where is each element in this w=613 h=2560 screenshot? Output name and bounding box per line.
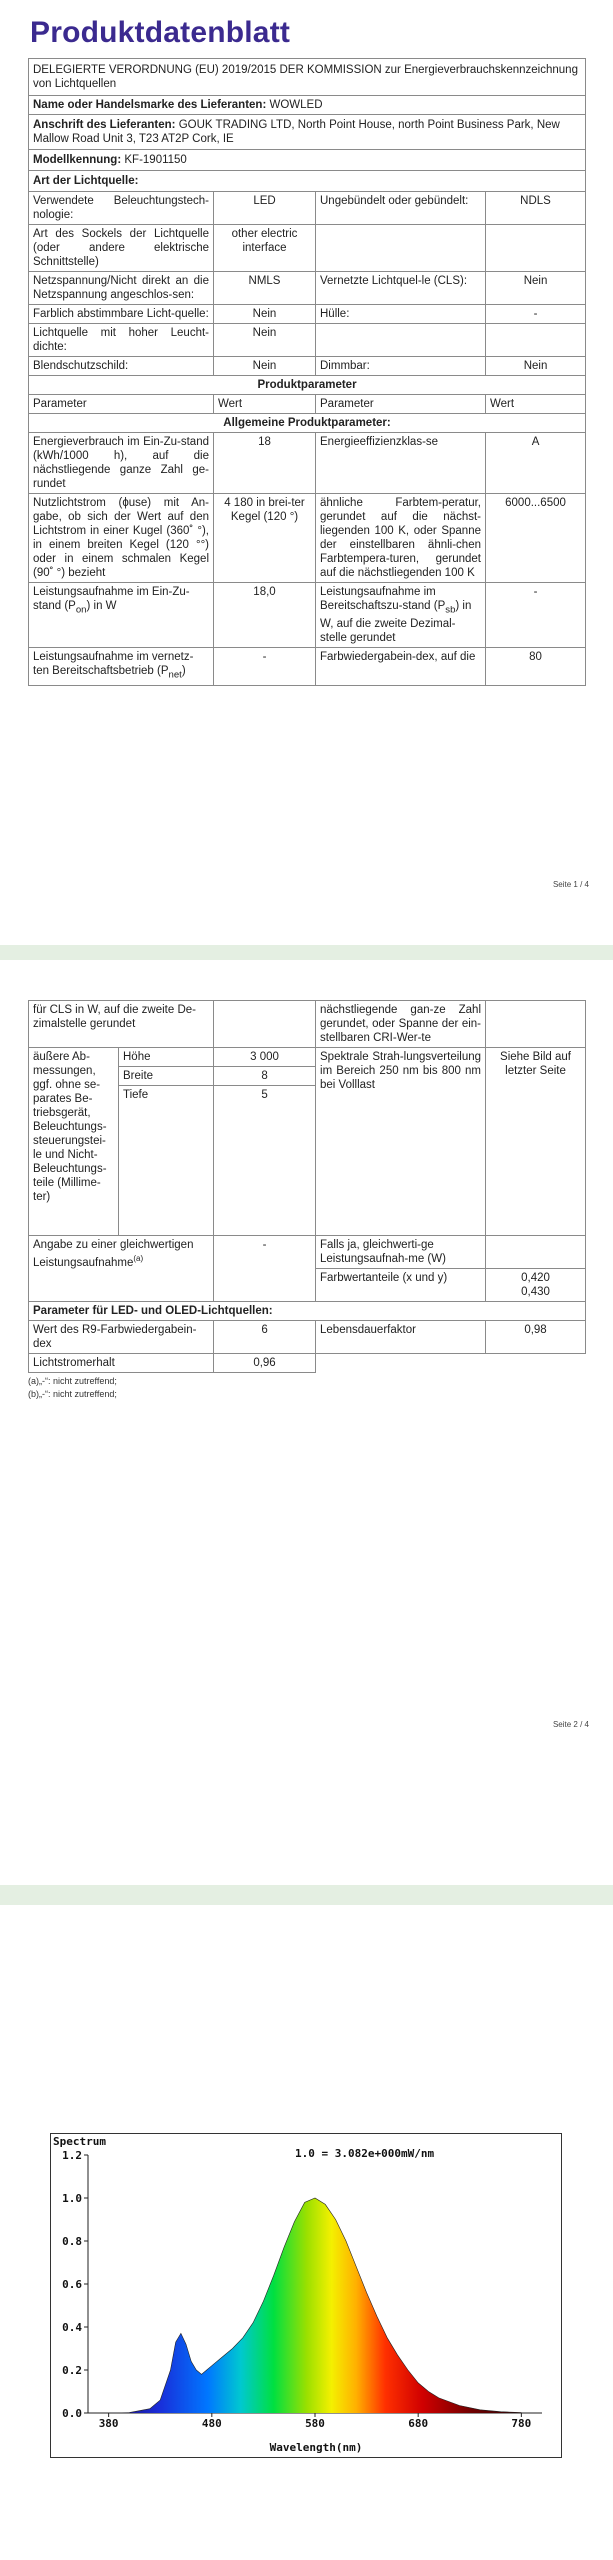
param-row-energy: Energieverbrauch im Ein-Zu-stand (kWh/1000 h), auf die nächstliegende ganze Zahl ge-rundet 18 Energieeffizienzklas-se A xyxy=(29,433,586,494)
supplier-address-row: Anschrift des Lieferanten: GOUK TRADING LTD, North Point House, north Point Business Park, New Mallow Road Unit 3, T23 AT2P Cork, IE xyxy=(29,115,586,150)
page-2 xyxy=(0,960,613,1885)
footnote: (a)„-“: nicht zutreffend; xyxy=(28,1376,117,1386)
params-table-continued: für CLS in W, auf die zweite De-zimalstelle gerundet nächstliegende gan-ze Zahl gerundet, oder Spanne der ein-stellbaren CRI-Wer-te äußere Ab-messungen, ggf. ohne se-parates Be-triebsgerät, Beleuchtungs-steuerungstei-le und Nicht-Beleuchtungs-teile (Millime-ter) Höhe 3 000 Spektrale Strah-lungsverteilung im Bereich 250 nm bis 800 nm bei Volllast Siehe Bild auf letzter Seite Breite 8 Tiefe 5 Angabe zu einer gleichwertigen Leistungsaufnahme$^{(a)}$ - Falls ja, gleichwerti-ge Leistungsaufnah-me (W) Farbwertanteile (x und y) 0,420 0,430 Parameter für LED- und OLED-Lichtquellen: Wert des R9-Farbwiedergabein-dex 6 Lebensdauerfaktor 0,98 Lichtstromerhalt 0,96 (a)„-“: nicht zutreffend; (b)„-“: nicht zutreffend; xyxy=(28,1000,585,1401)
y-tick-label: 0.0 xyxy=(62,2407,82,2420)
info-table xyxy=(28,58,585,686)
y-tick-label: 0.6 xyxy=(62,2278,82,2291)
y-tick-label: 0.4 xyxy=(62,2321,82,2334)
param-row-r9: Wert des R9-Farbwiedergabein-dex 6 Lebensdauerfaktor 0,98 xyxy=(29,1321,586,1354)
led-params-header: Parameter für LED- und OLED-Lichtquellen: xyxy=(29,1302,586,1321)
supplier-address: GOUK TRADING LTD, North Point House, north Point Business Park, New Mallow Road Unit 3, T23 AT2P Cork, IE xyxy=(33,119,560,145)
type-row: Netzspannung/Nicht direkt an die Netzspannung angeschlos-sen: NMLS Vernetzte Lichtquel-le (CLS): Nein xyxy=(29,272,586,305)
page-number: Seite 1 / 4 xyxy=(552,880,589,889)
product-params-header: Produktparameter xyxy=(29,376,586,395)
y-tick-label: 1.2 xyxy=(62,2149,82,2162)
x-tick-label: 380 xyxy=(98,2417,119,2430)
type-row: Blendschutzschild: Nein Dimmbar: Nein xyxy=(29,357,586,376)
x-tick-label: 480 xyxy=(201,2417,222,2430)
x-tick-label: 580 xyxy=(305,2417,325,2430)
param-row-power-on: Leistungsaufnahme im Ein-Zu-stand $(P_{on})$ in W 18,0 Leistungsaufnahme im Bereitschaftszu-stand $(P_{sb})$ in W, auf die zweite Dezimal-stelle gerundet - xyxy=(29,583,586,648)
type-row: Farblich abstimmbare Licht-quelle: Nein Hülle: - xyxy=(29,305,586,324)
param-row-dimensions: äußere Ab-messungen, ggf. ohne se-parates Be-triebsgerät, Beleuchtungs-steuerungstei-le und Nicht-Beleuchtungs-teile (Millime-ter) Höhe 3 000 Spektrale Strah-lungsverteilung im Bereich 250 nm bis 800 nm bei Volllast Siehe Bild auf letzter Seite xyxy=(29,1048,586,1067)
spectrum-chart xyxy=(50,2133,562,2458)
supplier-name-row: Name oder Handelsmarke des Lieferanten: WOWLED xyxy=(29,96,586,115)
footnote: (b)„-“: nicht zutreffend; xyxy=(28,1389,117,1399)
chart-title: Spectrum xyxy=(53,2135,106,2148)
x-tick-label: 780 xyxy=(511,2417,532,2430)
document-title: Produktdatenblatt xyxy=(30,16,291,49)
type-row: Verwendete Beleuchtungstech-nologie: LED Ungebündelt oder gebündelt: NDLS xyxy=(29,192,586,225)
page-separator xyxy=(0,945,613,960)
y-tick-label: 1.0 xyxy=(62,2192,82,2205)
type-row: Art des Sockels der Lichtquelle (oder andere elektrische Schnittstelle) other electric interface xyxy=(29,225,586,272)
x-axis-label: Wavelength(nm) xyxy=(269,2441,363,2454)
type-row: Lichtquelle mit hoher Leucht-dichte: Nein xyxy=(29,324,586,357)
page-number: Seite 2 / 4 xyxy=(552,1720,589,1729)
general-params-header: Allgemeine Produktparameter: xyxy=(29,414,586,433)
param-row-maintenance: Lichtstromerhalt 0,96 xyxy=(29,1354,586,1373)
param-row-power-net: Leistungsaufnahme im vernetz-ten Bereitschaftsbetrieb $(P_{net})$ - Farbwiedergabein-dex, auf die 80 xyxy=(29,648,586,685)
spectrum-svg xyxy=(50,2133,562,2458)
model-id: KF-1901150 xyxy=(124,154,187,166)
page-1 xyxy=(0,0,613,945)
page-separator xyxy=(0,1885,613,1905)
param-row-flux: Nutzlichtstrom (ϕuse) mit An-gabe, ob sich der Wert auf den Lichtstrom in einer Kugel (360˚ °), in einem breiten Kegel (120 °°) oder in einem schmalen Kegel (90˚ °) bezieht 4 180 in brei-ter Kegel (120 °) ähnliche Farbtem-peratur, gerundet auf die nächst-liegenden 100 K, oder Spanne der einstellbaren ähnli-chen Farbtempera-turen, gerundet auf die nächstliegenden 100 K 6000...6500 xyxy=(29,494,586,583)
x-tick-label: 680 xyxy=(408,2417,429,2430)
supplier-name: WOWLED xyxy=(269,99,323,111)
y-tick-label: 0.2 xyxy=(62,2364,82,2377)
column-headers: Parameter Wert Parameter Wert xyxy=(29,395,586,414)
light-type-header: Art der Lichtquelle: xyxy=(29,171,586,192)
chart-annotation: 1.0 = 3.082e+000mW/nm xyxy=(295,2147,435,2160)
regulation-text: DELEGIERTE VERORDNUNG (EU) 2019/2015 DER KOMMISSION zur Energieverbrauchskennzeichnung von Lichtquellen xyxy=(29,59,586,96)
model-row: Modellkennung: KF-1901150 xyxy=(29,150,586,171)
param-row-chroma: Farbwertanteile (x und y) 0,420 0,430 xyxy=(29,1269,586,1302)
y-tick-label: 0.8 xyxy=(62,2235,82,2248)
param-row-equiv: Angabe zu einer gleichwertigen Leistungsaufnahme$^{(a)}$ - Falls ja, gleichwerti-ge Leistungsaufnah-me (W) xyxy=(29,1236,586,1269)
param-row-power-net-cont: für CLS in W, auf die zweite De-zimalstelle gerundet nächstliegende gan-ze Zahl gerundet, oder Spanne der ein-stellbaren CRI-Wer-te xyxy=(29,1001,586,1048)
